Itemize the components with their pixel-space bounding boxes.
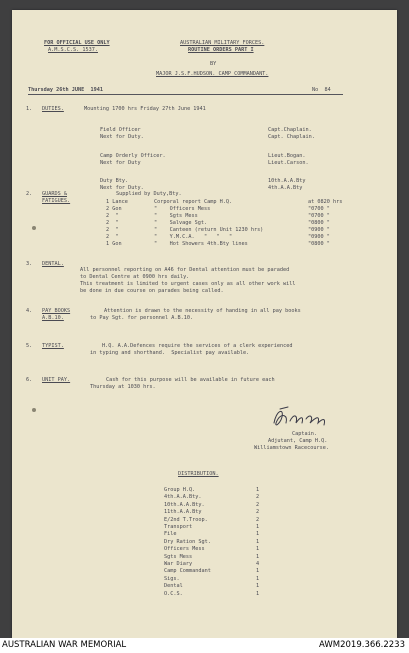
- guard-item: " Sgts Mess: [154, 213, 198, 219]
- duty-value: Lieut.Carson.: [268, 160, 309, 166]
- distribution-count: 1: [256, 575, 260, 582]
- duty-value: Capt.Chaplain.: [268, 127, 312, 133]
- duty-value: 10th.A.A.Bty: [268, 178, 306, 184]
- duty-label: Field Officer: [100, 127, 141, 133]
- distribution-count: 1: [256, 590, 260, 597]
- section-number: 1.: [26, 106, 33, 112]
- dental-heading: DENTAL.: [42, 261, 64, 267]
- typist-line: H.Q. A.A.Defences require the services of a clerk experienced: [102, 343, 293, 349]
- duty-label: Next for Duty.: [100, 185, 144, 191]
- dental-line: be done in due course on parades being called.: [80, 288, 224, 294]
- guard-qty: 1 Gon: [106, 241, 122, 247]
- guard-qty: 2 ": [106, 220, 119, 226]
- duty-label: Next for Duty.: [100, 134, 144, 140]
- distribution-item: Transport: [164, 524, 193, 530]
- guard-time: "0800 ": [308, 220, 330, 226]
- classification-line: FOR OFFICIAL USE ONLY: [44, 40, 110, 46]
- guard-item: " Officers Mess: [154, 206, 211, 212]
- distribution-count: 1: [256, 487, 260, 493]
- order-number: No 84: [312, 87, 331, 93]
- reference-number: A.M.S.C.S. 1537.: [48, 47, 98, 53]
- typist-heading: TYPIST.: [42, 343, 64, 349]
- duties-heading: DUTIES.: [42, 106, 64, 112]
- distribution-item: Officers Mess: [164, 546, 205, 553]
- distribution-item: File: [164, 531, 177, 538]
- accession-number: AWM2019.366.2233: [319, 640, 405, 650]
- fatigues-heading: FATIGUES.: [42, 198, 71, 204]
- duty-label: Duty Bty.: [100, 178, 129, 184]
- distribution-item: Dry Ration Sgt.: [164, 538, 211, 545]
- distribution-item: Group H.Q.: [164, 487, 196, 493]
- distribution-item: 10th.A.A.Bty.: [164, 501, 205, 508]
- distribution-count: 1: [256, 553, 260, 560]
- duty-value: Lieut.Bogan.: [268, 153, 306, 159]
- duty-label: Camp Orderly Officer.: [100, 153, 166, 159]
- distribution-item: Sigs.: [164, 575, 180, 582]
- guard-item: " Salvage Sgt.: [154, 220, 208, 226]
- guard-qty: 1 Lance: [106, 199, 128, 205]
- distribution-item: 11th.A.A.Bty: [164, 509, 202, 516]
- duty-label: Next for Duty: [100, 160, 141, 166]
- unitpay-line: Thursday at 1030 hrs.: [90, 384, 156, 390]
- guard-time: "0900 ": [308, 234, 330, 240]
- guard-time: "0900 ": [308, 227, 330, 233]
- organisation-title: AUSTRALIAN MILITARY FORCES.: [180, 40, 265, 46]
- section-number: 4.: [26, 308, 33, 314]
- typist-line: in typing and shorthand. Specialist pay available.: [90, 350, 250, 356]
- by-label: BY: [210, 61, 217, 67]
- distribution-count: 1: [256, 568, 260, 575]
- signatory-role: Adjutant, Camp H.Q.: [268, 438, 328, 444]
- paybooks-heading: PAY BOOKS: [42, 308, 71, 314]
- guard-qty: 2 Gon: [106, 206, 122, 212]
- distribution-count: 2: [256, 501, 260, 508]
- distribution-item: O.C.S.: [164, 590, 183, 597]
- distribution-item: Dental: [164, 583, 183, 590]
- punch-hole: [32, 226, 36, 230]
- distribution-count: 2: [256, 516, 260, 523]
- guard-item: " Hot Showers 4th.Bty lines: [154, 241, 248, 247]
- distribution-item: War Diary: [164, 561, 193, 567]
- distribution-count: 1: [256, 531, 260, 538]
- section-number: 5.: [26, 343, 33, 349]
- unitpay-heading: UNIT PAY.: [42, 377, 71, 383]
- distribution-item: E/2nd T.Troop.: [164, 516, 208, 523]
- unitpay-line: Cash for this purpose will be available in future each: [106, 377, 275, 383]
- order-date: Thursday 26th JUNE 1941: [28, 87, 103, 93]
- guard-qty: 2 ": [106, 213, 119, 219]
- distribution-count: 1: [256, 546, 260, 553]
- guards-heading: GUARDS &: [42, 191, 67, 197]
- guard-time: at 0820 hrs: [308, 199, 343, 205]
- institution-name: AUSTRALIAN WAR MEMORIAL: [2, 640, 127, 650]
- guard-time: "0700 ": [308, 206, 330, 212]
- distribution-count: 1: [256, 583, 260, 590]
- distribution-item: Sgts Mess: [164, 553, 193, 560]
- mounting-line: Mounting 1700 hrs Friday 27th June 1941: [84, 106, 206, 112]
- distribution-heading: DISTRIBUTION.: [178, 471, 219, 477]
- paybooks-subheading: A.B.10.: [42, 315, 64, 321]
- document-page: [12, 10, 397, 638]
- distribution-count: 1: [256, 524, 260, 530]
- guard-time: "0800 ": [308, 241, 330, 247]
- paybooks-line: Attention is drawn to the necessity of handing in all pay books: [104, 308, 301, 314]
- section-number: 2.: [26, 191, 33, 197]
- duty-value: 4th.A.A.Bty: [268, 185, 303, 191]
- punch-hole: [32, 408, 36, 412]
- guard-qty: 2 ": [106, 234, 119, 240]
- signatory-place: Williamstown Racecourse.: [254, 445, 329, 451]
- distribution-count: 2: [256, 494, 260, 501]
- guard-item: " Y.M.C.A. " " ": [154, 234, 233, 240]
- dental-line: to Dental Centre at 0900 hrs daily.: [80, 274, 190, 280]
- handwritten-signature: [266, 403, 336, 433]
- distribution-count: 4: [256, 561, 260, 567]
- commandant-line: MAJOR J.S.F.HUDSON. CAMP COMMANDANT.: [156, 71, 269, 77]
- duty-value: Capt. Chaplain.: [268, 134, 315, 140]
- guard-qty: 2 ": [106, 227, 119, 233]
- header-rule: [28, 94, 343, 95]
- guard-time: "0700 ": [308, 213, 330, 219]
- distribution-item: Camp Commandant: [164, 568, 211, 575]
- section-number: 3.: [26, 261, 33, 267]
- paybooks-line: to Pay Sgt. for personnel A.B.10.: [90, 315, 194, 321]
- supplied-line: Supplied by Duty,Bty.: [116, 191, 182, 197]
- document-title: ROUTINE ORDERS PART I: [188, 47, 254, 53]
- distribution-count: 2: [256, 509, 260, 516]
- dental-line: This treatment is limited to urgent cases only as all other work will: [80, 281, 296, 287]
- section-number: 6.: [26, 377, 33, 383]
- distribution-count: 1: [256, 538, 260, 545]
- archive-footer: [0, 638, 409, 653]
- guard-item: " Canteen (return Unit 1230 hrs): [154, 227, 264, 233]
- signatory-rank: Captain.: [292, 431, 317, 437]
- dental-line: All personnel reporting on A46 for Dental attention must be paraded: [80, 267, 290, 273]
- distribution-item: 4th.A.A.Bty.: [164, 494, 202, 501]
- guard-item: Corporal report Camp H.Q.: [154, 199, 233, 205]
